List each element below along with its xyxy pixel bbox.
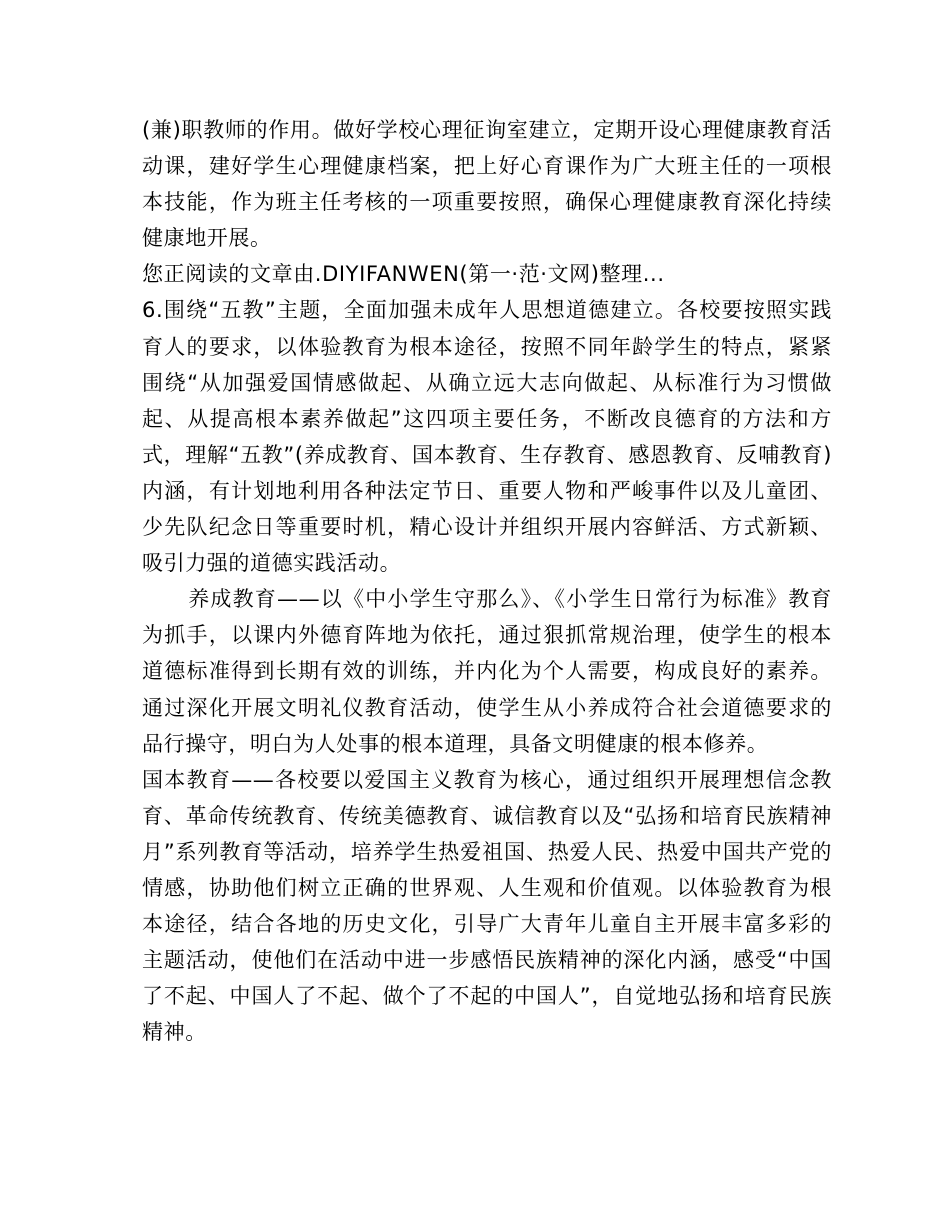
paragraph-five-education-theme: 6.围绕“五教”主题，全面加强未成年人思想道德建立。各校要按照实践育人的要求，以体验教育为根本途径，按照不同年龄学生的特点，紧紧围绕“从加强爱国情感做起、从确立远大志向做起、从标准行为习惯做起、从提高根本素养做起”这四项主要任务，不断改良德育的方法和方式，理解“五教”(养成教育、国本教育、生存教育、感恩教育、反哺教育)内涵，有计划地利用各种法定节日、重要人物和严峻事件以及儿童团、少先队纪念日等重要时机，精心设计并组织开展内容鲜活、方式新颖、吸引力强的道德实践活动。 <box>142 298 832 576</box>
paragraph-counseling-continued: (兼)职教师的作用。做好学校心理征询室建立，定期开设心理健康教育活动课，建好学生心理健康档案，把上好心育课作为广大班主任的一项根本技能，作为班主任考核的一项重要按照，确保心理健康教育深化持续健康地开展。 <box>142 118 832 251</box>
paragraph-source-notice: 您正阅读的文章由.DIYIFANWEN(第一·范·文网)整理... <box>142 262 665 287</box>
paragraph-national-education: 国本教育——各校要以爱国主义教育为核心，通过组织开展理想信念教育、革命传统教育、传统美德教育、诚信教育以及“弘扬和培育民族精神月”系列教育等活动，培养学生热爱祖国、热爱人民、热爱中国共产党的情感，协助他们树立正确的世界观、人生观和价值观。以体验教育为根本途径，结合各地的历史文化，引导广大青年儿童自主开展丰富多彩的主题活动，使他们在活动中进一步感悟民族精神的深化内涵，感受“中国了不起、中国人了不起、做个了不起的中国人”，自觉地弘扬和培育民族精神。 <box>142 767 832 1045</box>
document-body <box>142 112 832 1050</box>
paragraph-habit-education: 养成教育——以《中小学生守那么》、《小学生日常行为标准》教育为抓手，以课内外德育阵地为依托，通过狠抓常规治理，使学生的根本道德标准得到长期有效的训练，并内化为个人需要，构成良好的素养。通过深化开展文明礼仪教育活动，使学生从小养成符合社会道德要求的品行操守，明白为人处事的根本道理，具备文明健康的根本修养。 <box>142 587 832 756</box>
